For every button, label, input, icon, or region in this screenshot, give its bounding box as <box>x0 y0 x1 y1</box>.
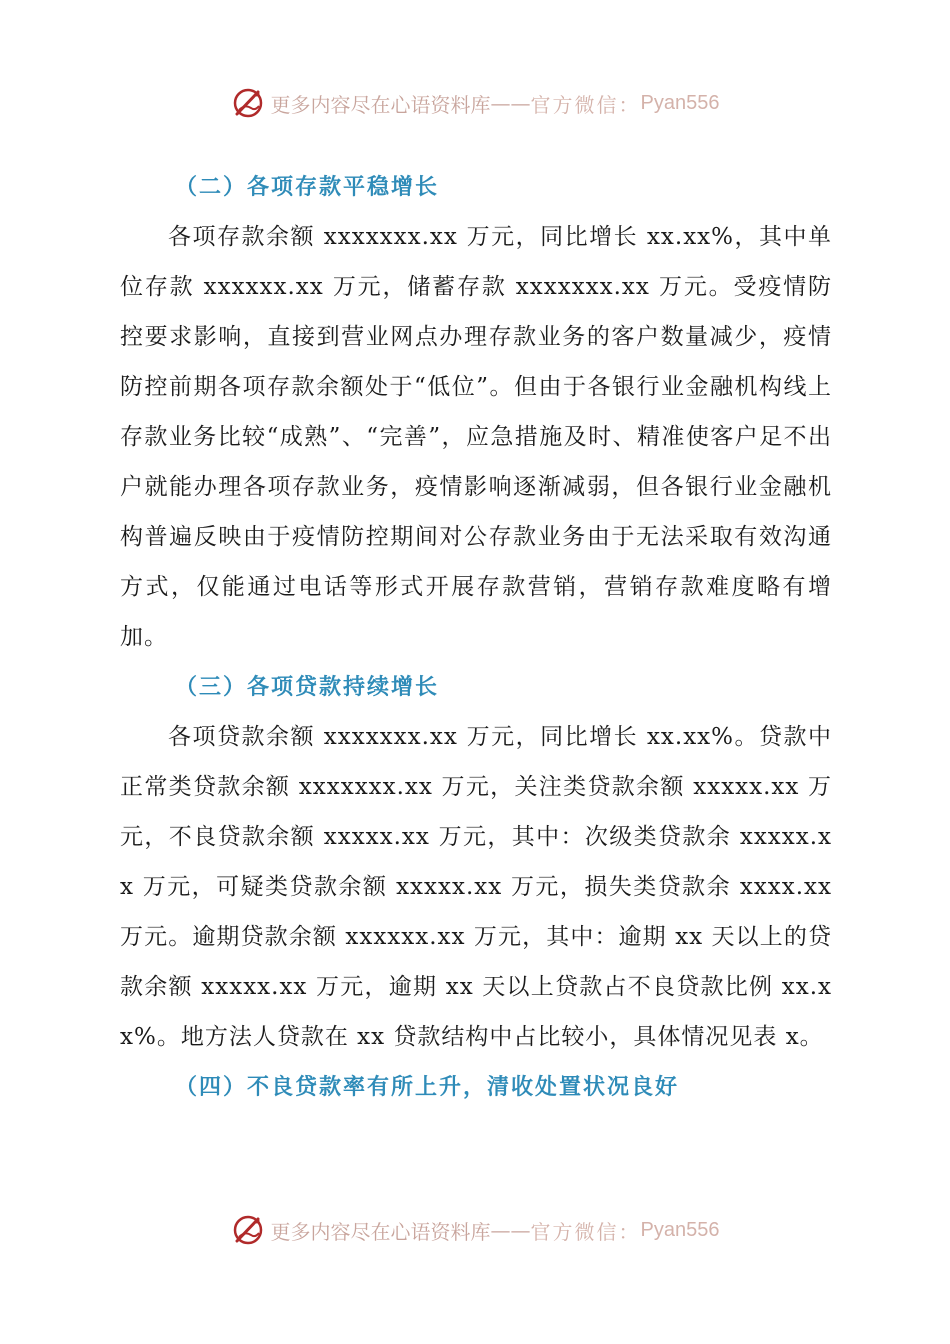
header-banner <box>0 83 950 123</box>
banner-wechat-id: Pyan556 <box>640 1218 720 1241</box>
banner-main-text: 更多内容尽在心语资料库 <box>270 92 491 117</box>
document-body <box>120 162 832 1112</box>
banner-wechat-label: 官方微信： <box>530 92 641 117</box>
section-paragraph-3: 各项贷款余额 xxxxxxx.xx 万元，同比增长 xx.xx%。贷款中正常类贷款余额 xxxxxxx.xx 万元，关注类贷款余额 xxxxx.xx 万元，不良贷款余额 xxxxx.xx 万元，其中：次级类贷款余 xxxxx.xx 万元，可疑类贷款余额 xxxxx.xx 万元，损失类贷款余 xxxx.xx 万元。逾期贷款余额 xxxxxx.xx 万元，其中：逾期 xx 天以上的贷款余额 xxxxx.xx 万元，逾期 xx 天以上贷款占不良贷款比例 xx.xx%。地方法人贷款在 xx 贷款结构中占比较小，具体情况见表 x。 <box>120 724 832 1050</box>
banner-wechat-id: Pyan556 <box>640 91 720 114</box>
section-paragraph-2: 各项存款余额 xxxxxxx.xx 万元，同比增长 xx.xx%，其中单位存款 xxxxxx.xx 万元，储蓄存款 xxxxxxx.xx 万元。受疫情防控要求影响，直接到营业网点办理存款业务的客户数量减少，疫情防控前期各项存款余额处于“低位”。但由于各银行业金融机构线上存款业务比较“成熟”、“完善”，应急措施及时、精准使客户足不出户就能办理各项存款业务，疫情影响逐渐减弱，但各银行业金融机构普遍反映由于疫情防控期间对公存款业务由于无法采取有效沟通方式，仅能通过电话等形式开展存款营销，营销存款难度略有增加。 <box>120 224 832 650</box>
pen-circle-logo-icon <box>231 1213 265 1247</box>
section-heading-2: （二）各项存款平稳增长 <box>175 174 440 200</box>
footer-banner <box>0 1210 950 1250</box>
banner-wechat-label: 官方微信： <box>530 1219 641 1244</box>
banner-main-text: 更多内容尽在心语资料库 <box>270 1219 491 1244</box>
section-heading-3: （三）各项贷款持续增长 <box>175 674 440 700</box>
section-heading-4: （四）不良贷款率有所上升，清收处置状况良好 <box>175 1074 680 1100</box>
banner-dash: —— <box>490 1218 531 1242</box>
pen-circle-logo-icon <box>231 86 265 120</box>
banner-dash: —— <box>490 91 531 115</box>
